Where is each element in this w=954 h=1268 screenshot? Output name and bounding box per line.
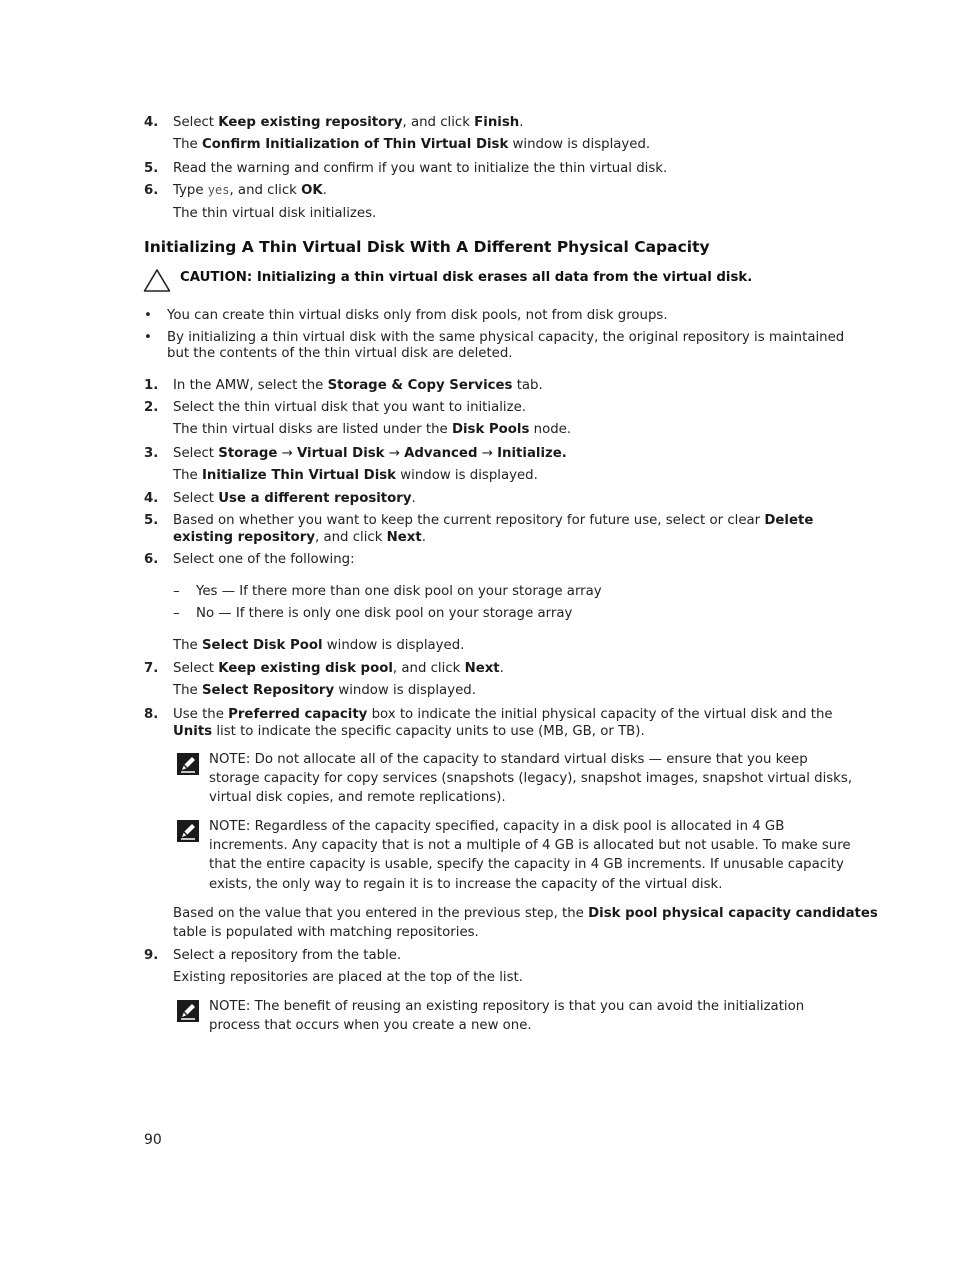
step-text: Select a repository from the table. bbox=[173, 948, 402, 963]
note-text: NOTE: Do not allocate all of the capacity to standard virtual disks — ensure that you keep bbox=[209, 752, 808, 767]
note-text: NOTE: The benefit of reusing an existing repository is that you can avoid the initialization bbox=[209, 999, 805, 1014]
note-text-cont: exists, the only way to regain it is to increase the capacity of the virtual disk. bbox=[209, 877, 723, 892]
step-text: Select the thin virtual disk that you want to initialize. bbox=[173, 400, 527, 415]
step-number: 8. bbox=[144, 707, 159, 722]
step-number: 4. bbox=[144, 115, 159, 130]
step-number: 6. bbox=[144, 183, 159, 198]
note-text-cont: that the entire capacity is usable, specify the capacity in 4 GB increments. If unusable capacity bbox=[209, 857, 844, 872]
step-number: 6. bbox=[144, 552, 159, 567]
step-text-cont: Units list to indicate the specific capacity units to use (MB, GB, or TB). bbox=[173, 724, 645, 739]
dash-mark: – bbox=[173, 584, 180, 599]
step-result-cont: table is populated with matching repositories. bbox=[173, 925, 479, 940]
section-heading: Initializing A Thin Virtual Disk With A Different Physical Capacity bbox=[144, 238, 710, 256]
step-result: Based on the value that you entered in the previous step, the Disk pool physical capacity candidates bbox=[173, 906, 878, 921]
step-text: Select Keep existing repository, and click Finish. bbox=[173, 115, 524, 130]
bullet-mark: • bbox=[144, 330, 152, 345]
note-pencil-icon bbox=[177, 820, 199, 842]
bullet-text-cont: but the contents of the thin virtual disk are deleted. bbox=[167, 346, 513, 361]
step-text: Select Storage → Virtual Disk → Advanced → Initialize. bbox=[173, 446, 567, 461]
note-text-cont: process that occurs when you create a new one. bbox=[209, 1018, 532, 1033]
note-text: NOTE: Regardless of the capacity specified, capacity in a disk pool is allocated in 4 GB bbox=[209, 819, 785, 834]
step-number: 2. bbox=[144, 400, 159, 415]
step-result: The thin virtual disks are listed under the Disk Pools node. bbox=[173, 422, 572, 437]
bullet-mark: • bbox=[144, 308, 152, 323]
page-number: 90 bbox=[144, 1132, 162, 1148]
step-result: The Initialize Thin Virtual Disk window is displayed. bbox=[173, 468, 538, 483]
step-text: Select Use a different repository. bbox=[173, 491, 416, 506]
step-text: In the AMW, select the Storage & Copy Services tab. bbox=[173, 378, 543, 393]
step-text: Read the warning and confirm if you want to initialize the thin virtual disk. bbox=[173, 161, 668, 176]
step-result: The Select Disk Pool window is displayed. bbox=[173, 638, 465, 653]
option-item: Yes — If there more than one disk pool on your storage array bbox=[196, 584, 602, 599]
step-number: 3. bbox=[144, 446, 159, 461]
bullet-text: You can create thin virtual disks only from disk pools, not from disk groups. bbox=[167, 308, 668, 323]
bullet-text: By initializing a thin virtual disk with the same physical capacity, the original repository is maintained bbox=[167, 330, 845, 345]
step-result: The Confirm Initialization of Thin Virtual Disk window is displayed. bbox=[173, 137, 651, 152]
note-pencil-icon bbox=[177, 753, 199, 775]
step-text: Based on whether you want to keep the current repository for future use, select or clear Delete bbox=[173, 513, 814, 528]
step-number: 1. bbox=[144, 378, 159, 393]
caution-text: CAUTION: Initializing a thin virtual disk erases all data from the virtual disk. bbox=[180, 270, 753, 285]
step-text: Select one of the following: bbox=[173, 552, 355, 567]
step-number: 5. bbox=[144, 161, 159, 176]
note-text-cont: storage capacity for copy services (snapshots (legacy), snapshot images, snapshot virtual disks, bbox=[209, 771, 853, 786]
step-text: Use the Preferred capacity box to indicate the initial physical capacity of the virtual disk and the bbox=[173, 707, 833, 722]
step-text: Select Keep existing disk pool, and click Next. bbox=[173, 661, 504, 676]
step-number: 4. bbox=[144, 491, 159, 506]
step-result: The thin virtual disk initializes. bbox=[173, 206, 377, 221]
step-number: 9. bbox=[144, 948, 159, 963]
step-number: 5. bbox=[144, 513, 159, 528]
step-result: Existing repositories are placed at the top of the list. bbox=[173, 970, 523, 985]
step-result: The Select Repository window is displayed. bbox=[173, 683, 476, 698]
dash-mark: – bbox=[173, 606, 180, 621]
note-text-cont: virtual disk copies, and remote replications). bbox=[209, 790, 506, 805]
warning-triangle-icon bbox=[143, 268, 171, 293]
step-text: Type yes, and click OK. bbox=[173, 183, 327, 198]
step-text-cont: existing repository, and click Next. bbox=[173, 530, 426, 545]
step-number: 7. bbox=[144, 661, 159, 676]
note-text-cont: increments. Any capacity that is not a multiple of 4 GB is allocated but not usable. To make sure bbox=[209, 838, 851, 853]
option-item: No — If there is only one disk pool on your storage array bbox=[196, 606, 573, 621]
note-pencil-icon bbox=[177, 1000, 199, 1022]
